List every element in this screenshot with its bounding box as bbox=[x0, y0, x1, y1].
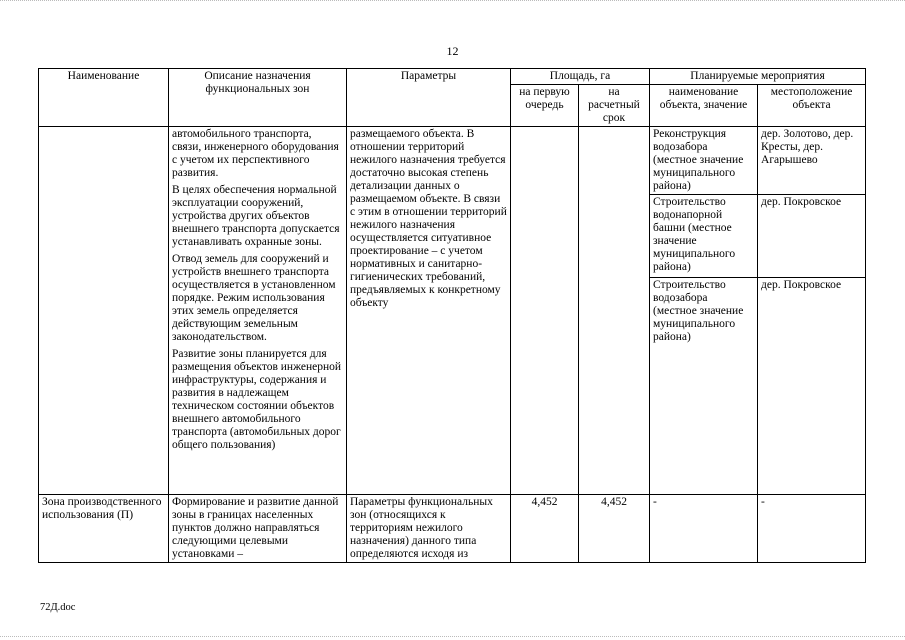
header-planned: Планируемые мероприятия bbox=[650, 69, 866, 85]
description-block: Отвод земель для сооружений и устройств внешнего транспорта осуществляется в установленном порядке. Режим использования этих земель определяется действующим земельным законодательством. bbox=[172, 253, 336, 343]
row2-area-first: 4,452 bbox=[511, 495, 579, 563]
header-area-first: на первую очередь bbox=[511, 85, 579, 127]
measure-name: Реконструкция водозабора (местное значение муниципального района) bbox=[650, 127, 758, 195]
measure-location: дер. Покровское bbox=[758, 195, 866, 278]
row1-area-first bbox=[511, 127, 579, 495]
row2-measure-location: - bbox=[758, 495, 866, 563]
zones-table bbox=[38, 68, 866, 563]
description-block: автомобильного транспорта, связи, инженерного оборудования с учетом их перспективного развития. bbox=[172, 128, 339, 179]
description-block: Развитие зоны планируется для размещения объектов инженерной инфраструктуры, содержания и развития в надлежащем техническом состоянии объектов внешнего автомобильного транспорта (автомобильных дорог общего пользования) bbox=[172, 348, 342, 451]
header-row-1 bbox=[39, 69, 866, 85]
measure-location: дер. Золотово, дер. Кресты, дер. Агарышево bbox=[758, 127, 866, 195]
header-area-calc: на расчетный срок bbox=[579, 85, 650, 127]
measure-location: дер. Покровское bbox=[758, 278, 866, 495]
measure-name: Строительство водозабора (местное значение муниципального района) bbox=[650, 278, 758, 495]
row1-description bbox=[169, 127, 347, 495]
header-description: Описание назначения функциональных зон bbox=[169, 69, 347, 127]
scan-edge-bottom bbox=[0, 636, 905, 639]
header-name: Наименование bbox=[39, 69, 169, 127]
table-row bbox=[39, 495, 866, 563]
row2-measure-name: - bbox=[650, 495, 758, 563]
scan-edge-top bbox=[0, 0, 905, 7]
header-area: Площадь, га bbox=[511, 69, 650, 85]
header-parameters: Параметры bbox=[347, 69, 511, 127]
measure-name: Строительство водонапорной башни (местное значение муниципального района) bbox=[650, 195, 758, 278]
row1-name bbox=[39, 127, 169, 495]
row2-parameters: Параметры функциональных зон (относящихся к территориям нежилого назначения) данного типа определяются исходя из bbox=[347, 495, 511, 563]
table-row bbox=[39, 127, 866, 195]
footer-filename: 72Д.doc bbox=[40, 602, 76, 613]
description-block: В целях обеспечения нормальной эксплуатации сооружений, устройства других объектов внешнего транспорта допускается устанавливать охранные зоны. bbox=[172, 184, 340, 248]
header-planned-name: наименование объекта, значение bbox=[650, 85, 758, 127]
row2-description: Формирование и развитие данной зоны в границах населенных пунктов должно направляться следующими целевыми установками – bbox=[169, 495, 347, 563]
row2-area-calc: 4,452 bbox=[579, 495, 650, 563]
row1-area-calc bbox=[579, 127, 650, 495]
page-number: 12 bbox=[446, 44, 459, 58]
row2-name: Зона производственного использования (П) bbox=[39, 495, 169, 563]
row1-parameters: размещаемого объекта. В отношении территорий нежилого назначения требуется достаточно высокая степень детализации данных о размещаемом объекте. В связи с этим в отношении территорий нежилого назначения осуществляется ситуативное проектирование – с учетом нормативных и санитарно-гигиенических требований, предъявляемых к конкретному объекту bbox=[347, 127, 511, 495]
header-planned-location: местоположение объекта bbox=[758, 85, 866, 127]
